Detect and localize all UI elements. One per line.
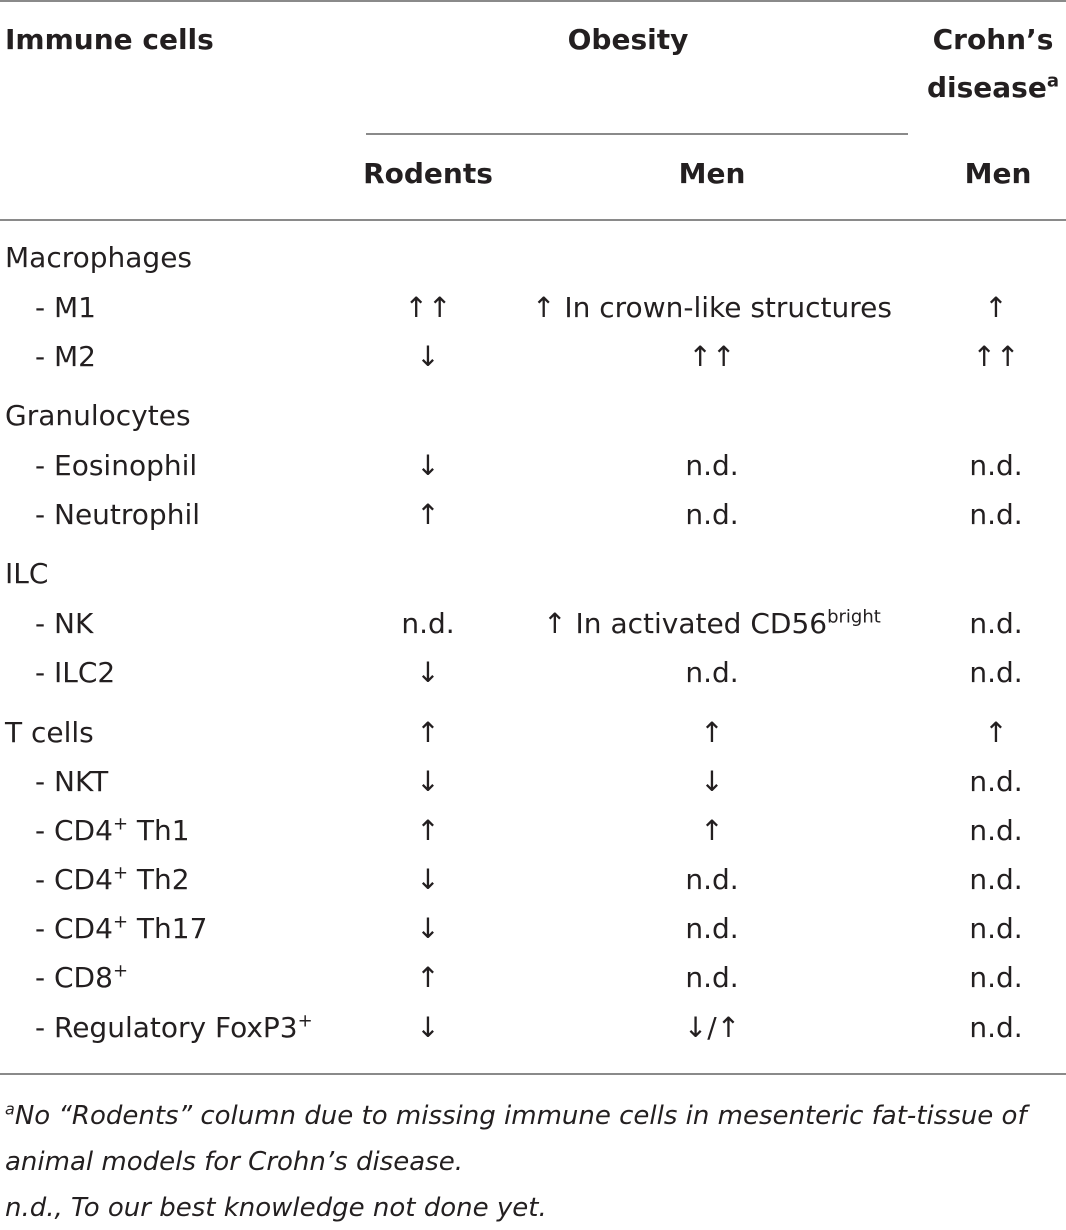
row-label-suffix: Th1 <box>128 814 190 847</box>
cell-men-crohn-text: n.d. <box>969 656 1023 689</box>
cell-men-obesity <box>520 762 904 802</box>
cell-rodents-text: ↑↑ <box>404 291 452 324</box>
cell-rodents <box>368 762 488 802</box>
cell-men-crohn <box>928 337 1064 377</box>
cell-men-obesity <box>520 1008 904 1048</box>
row-label-sup: + <box>297 1010 313 1032</box>
header-crohn-line2: disease <box>926 71 1047 104</box>
row-label-text: - ILC2 <box>35 656 116 689</box>
footnote-nd: n.d., To our best knowledge not done yet. <box>5 1193 547 1223</box>
row-label-text: - NK <box>35 607 94 640</box>
footnote-a-marker: a <box>5 1099 15 1119</box>
cell-men-crohn <box>928 288 1064 328</box>
cell-men-obesity <box>520 337 904 377</box>
cell-rodents <box>368 860 488 900</box>
cell-men-crohn-text: ↑ <box>984 716 1008 749</box>
row-label-text: T cells <box>5 716 94 749</box>
row-label <box>5 604 93 644</box>
cell-men-obesity-text: ↑ In crown-like structures <box>532 291 892 324</box>
header-men-obesity: Men <box>678 157 746 190</box>
cell-men-crohn-text: n.d. <box>969 449 1023 482</box>
cell-men-crohn <box>928 909 1064 949</box>
cell-men-crohn-text: ↑↑ <box>972 340 1020 373</box>
cell-men-obesity-text: ↑ <box>700 814 724 847</box>
cell-men-obesity-text: ↓ <box>700 765 724 798</box>
footnote-marker-a: a <box>1046 70 1059 92</box>
row-label <box>5 396 191 436</box>
row-label-suffix: Th17 <box>128 912 208 945</box>
row-label-text: - Neutrophil <box>35 498 201 531</box>
cell-men-crohn-text: ↑ <box>984 291 1008 324</box>
cell-rodents <box>368 811 488 851</box>
row-label <box>5 446 197 486</box>
row-label <box>5 337 96 377</box>
cell-men-crohn <box>928 604 1064 644</box>
cell-men-obesity-text: ↑↑ <box>688 340 736 373</box>
top-rule <box>0 0 1066 2</box>
row-label <box>5 238 192 278</box>
obesity-group-rule <box>366 133 908 135</box>
cell-men-obesity-text: n.d. <box>685 449 739 482</box>
cell-men-obesity-text: n.d. <box>685 656 739 689</box>
cell-men-crohn <box>928 653 1064 693</box>
cell-men-obesity-text: ↑ <box>700 716 724 749</box>
cell-men-obesity <box>520 446 904 486</box>
row-label-text: - NKT <box>35 765 109 798</box>
cell-rodents-text: ↓ <box>416 656 440 689</box>
row-label-text: - M2 <box>35 340 96 373</box>
cell-rodents <box>368 337 488 377</box>
row-label <box>5 958 128 998</box>
row-label-text: Granulocytes <box>5 399 191 432</box>
cell-men-obesity <box>520 653 904 693</box>
cell-men-crohn <box>928 958 1064 998</box>
row-label <box>5 554 48 594</box>
row-label <box>5 495 200 535</box>
header-obesity: Obesity <box>567 23 689 56</box>
header-crohn <box>920 16 1066 112</box>
cell-men-crohn-text: n.d. <box>969 765 1023 798</box>
cell-men-crohn-text: n.d. <box>969 1011 1023 1044</box>
cell-men-crohn <box>928 1008 1064 1048</box>
cell-rodents-text: ↑ <box>416 961 440 994</box>
row-label-text: - M1 <box>35 291 96 324</box>
cell-men-crohn-text: n.d. <box>969 863 1023 896</box>
cell-men-obesity <box>520 811 904 851</box>
cell-men-obesity <box>520 288 904 328</box>
cell-rodents-text: ↓ <box>416 765 440 798</box>
row-label-text: - CD4 <box>35 814 113 847</box>
cell-men-crohn <box>928 495 1064 535</box>
cell-rodents-text: ↓ <box>416 1011 440 1044</box>
cell-men-crohn-text: n.d. <box>969 607 1023 640</box>
cell-men-crohn <box>928 762 1064 802</box>
row-label <box>5 860 190 900</box>
row-label-suffix: Th2 <box>128 863 190 896</box>
cell-men-obesity <box>520 713 904 753</box>
table-bottom-rule <box>0 1073 1066 1075</box>
row-label-text: - CD4 <box>35 912 113 945</box>
row-label <box>5 653 115 693</box>
cell-rodents <box>368 713 488 753</box>
cell-rodents <box>368 495 488 535</box>
cell-rodents <box>368 446 488 486</box>
row-label-text: - CD8 <box>35 961 113 994</box>
cell-men-crohn-text: n.d. <box>969 912 1023 945</box>
cell-men-obesity-text: ↓/↑ <box>683 1011 741 1044</box>
footnote-a-line1 <box>5 1094 1027 1138</box>
cell-rodents-text: ↓ <box>416 863 440 896</box>
cell-men-obesity-text: n.d. <box>685 961 739 994</box>
header-rodents: Rodents <box>363 157 493 190</box>
cell-men-crohn <box>928 860 1064 900</box>
cell-rodents <box>368 909 488 949</box>
cell-men-obesity <box>520 860 904 900</box>
cell-men-obesity-text: n.d. <box>685 863 739 896</box>
footnote-a-text: No “Rodents” column due to missing immune cells in mesenteric fat-tissue of <box>14 1101 1027 1131</box>
cell-rodents <box>368 653 488 693</box>
footnote-a-line2: animal models for Crohn’s disease. <box>5 1147 463 1177</box>
cell-rodents <box>368 288 488 328</box>
cell-men-obesity <box>520 909 904 949</box>
cell-rodents <box>368 1008 488 1048</box>
row-label <box>5 1008 313 1048</box>
cell-rodents-text: n.d. <box>401 607 455 640</box>
cell-men-crohn-text: n.d. <box>969 961 1023 994</box>
cell-men-obesity-text: ↑ In activated CD56 <box>543 607 828 640</box>
header-immune-cells: Immune cells <box>5 23 214 56</box>
row-label-text: - Regulatory FoxP3 <box>35 1011 298 1044</box>
cell-men-crohn-text: n.d. <box>969 498 1023 531</box>
row-label-sup: + <box>112 813 129 835</box>
cell-men-obesity-text: n.d. <box>685 498 739 531</box>
row-label <box>5 762 108 802</box>
cell-rodents-text: ↑ <box>416 498 440 531</box>
cell-men-obesity <box>520 495 904 535</box>
cell-rodents-text: ↓ <box>416 449 440 482</box>
cell-men-sup: bright <box>827 606 881 628</box>
cell-rodents <box>368 604 488 644</box>
cell-men-crohn <box>928 811 1064 851</box>
cell-men-obesity <box>520 604 904 644</box>
row-label <box>5 909 207 949</box>
cell-men-crohn <box>928 446 1064 486</box>
row-label-sup: + <box>112 911 129 933</box>
row-label <box>5 713 94 753</box>
cell-rodents-text: ↑ <box>416 814 440 847</box>
cell-men-obesity-text: n.d. <box>685 912 739 945</box>
header-bottom-rule <box>0 219 1066 221</box>
row-label <box>5 811 190 851</box>
row-label-text: - Eosinophil <box>35 449 198 482</box>
cell-men-crohn <box>928 713 1064 753</box>
cell-men-crohn-text: n.d. <box>969 814 1023 847</box>
cell-rodents-text: ↓ <box>416 912 440 945</box>
row-label-sup: + <box>112 862 129 884</box>
cell-men-obesity <box>520 958 904 998</box>
cell-rodents-text: ↑ <box>416 716 440 749</box>
header-men-crohn: Men <box>964 157 1032 190</box>
row-label <box>5 288 96 328</box>
row-label-text: Macrophages <box>5 241 193 274</box>
header-crohn-line1: Crohn’s <box>932 23 1054 56</box>
cell-rodents-text: ↓ <box>416 340 440 373</box>
row-label-text: ILC <box>5 557 49 590</box>
row-label-text: - CD4 <box>35 863 113 896</box>
cell-rodents <box>368 958 488 998</box>
row-label-sup: + <box>112 960 129 982</box>
